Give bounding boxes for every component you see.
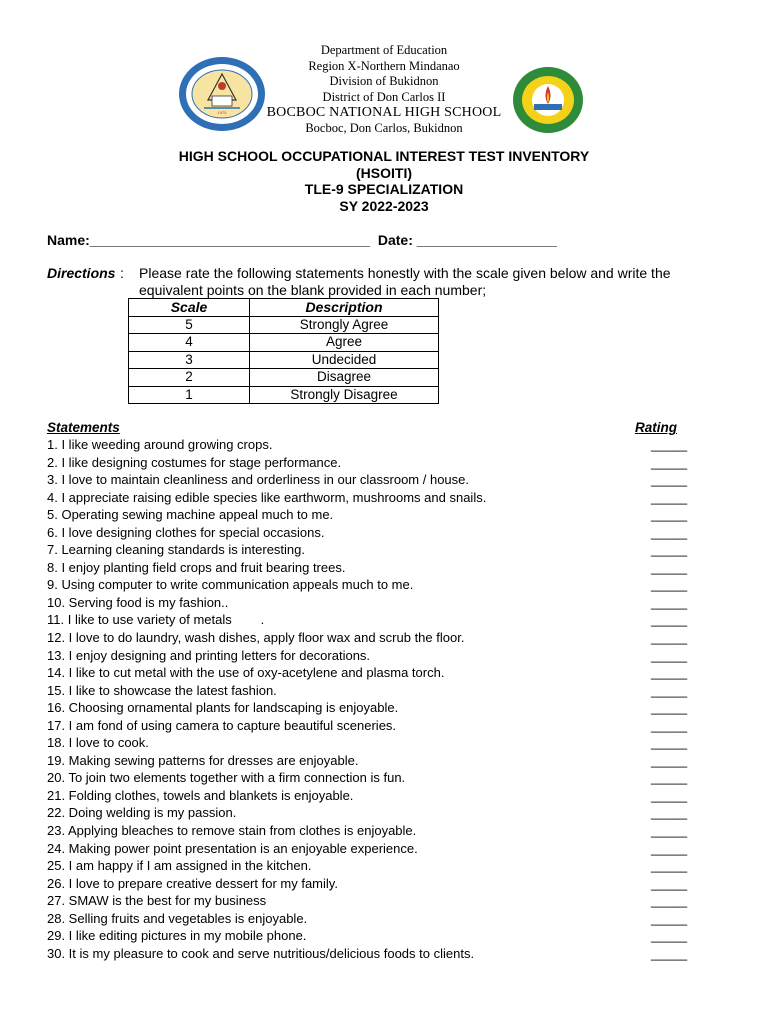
list-item xyxy=(47,454,687,472)
district-line: District of Don Carlos II xyxy=(322,89,446,104)
statement-text: 7. Learning cleaning standards is interesting. xyxy=(47,542,305,558)
title-line-1: HIGH SCHOOL OCCUPATIONAL INTEREST TEST INVENTORY xyxy=(178,148,590,164)
rating-blank[interactable]: _____ xyxy=(651,507,688,523)
rating-blank[interactable]: _____ xyxy=(651,612,688,628)
rating-blank[interactable]: _____ xyxy=(651,577,688,593)
list-item xyxy=(47,471,687,489)
list-item xyxy=(47,910,687,928)
directions-text: Please rate the following statements honestly with the scale given below and write the equivalent points on the blank provided in each number; xyxy=(139,265,671,298)
statement-text: 27. SMAW is the best for my business xyxy=(47,893,267,909)
rating-blank[interactable]: _____ xyxy=(651,823,688,839)
statement-text: 16. Choosing ornamental plants for landscaping is enjoyable. xyxy=(47,700,399,716)
table-row xyxy=(129,369,439,387)
scale-value: 1 xyxy=(129,386,250,404)
scale-description: Undecided xyxy=(250,351,439,369)
list-item xyxy=(47,559,687,577)
rating-blank[interactable]: _____ xyxy=(651,472,688,488)
rating-blank[interactable]: _____ xyxy=(651,559,688,575)
list-item xyxy=(47,787,687,805)
scale-description: Disagree xyxy=(250,369,439,387)
list-item xyxy=(47,945,687,963)
list-item xyxy=(47,506,687,524)
statement-text: 18. I love to cook. xyxy=(47,735,149,751)
list-item xyxy=(47,717,687,735)
statement-text: 3. I love to maintain cleanliness and orderliness in our classroom / house. xyxy=(47,472,469,488)
list-item xyxy=(47,752,687,770)
scale-description: Agree xyxy=(250,334,439,352)
document-title xyxy=(0,148,768,214)
division-line: Division of Bukidnon xyxy=(329,74,439,88)
list-item xyxy=(47,611,687,629)
list-item xyxy=(47,699,687,717)
scale-value: 5 xyxy=(129,316,250,334)
table-row xyxy=(129,386,439,404)
list-item xyxy=(47,682,687,700)
rating-blank[interactable]: _____ xyxy=(651,665,688,681)
statement-text: 25. I am happy if I am assigned in the kitchen. xyxy=(47,858,312,874)
letterhead xyxy=(0,43,768,137)
rating-blank[interactable]: _____ xyxy=(651,717,688,733)
scale-table xyxy=(128,298,439,404)
directions-label: Directions xyxy=(47,265,116,281)
statement-text: 19. Making sewing patterns for dresses are enjoyable. xyxy=(47,752,359,768)
statement-text: 9. Using computer to write communication appeals much to me. xyxy=(47,577,414,593)
rating-blank[interactable]: _____ xyxy=(651,858,688,874)
statement-text: 6. I love designing clothes for special occasions. xyxy=(47,524,325,540)
description-header: Description xyxy=(250,299,439,317)
scale-value: 4 xyxy=(129,334,250,352)
list-item xyxy=(47,734,687,752)
list-item xyxy=(47,647,687,665)
list-item xyxy=(47,892,687,910)
school-address: Bocboc, Don Carlos, Bukidnon xyxy=(305,121,463,135)
statement-text: 17. I am fond of using camera to capture beautiful sceneries. xyxy=(47,717,397,733)
rating-blank[interactable]: _____ xyxy=(651,489,688,505)
statement-text: 13. I enjoy designing and printing letters for decorations. xyxy=(47,647,371,663)
scale-table-header xyxy=(129,299,439,317)
statement-text: 11. I like to use variety of metals . xyxy=(47,612,265,628)
list-item xyxy=(47,576,687,594)
statement-text: 28. Selling fruits and vegetables is enjoyable. xyxy=(47,910,308,926)
region-line: Region X-Northern Mindanao xyxy=(308,58,460,73)
list-item xyxy=(47,927,687,945)
rating-blank[interactable]: _____ xyxy=(651,910,688,926)
statement-text: 8. I enjoy planting field crops and fruit bearing trees. xyxy=(47,559,346,575)
rating-blank[interactable]: _____ xyxy=(651,875,688,891)
rating-blank[interactable]: _____ xyxy=(651,594,688,610)
rating-blank[interactable]: _____ xyxy=(651,805,688,821)
list-item xyxy=(47,524,687,542)
statements-list xyxy=(47,436,687,962)
rating-blank[interactable]: _____ xyxy=(651,893,688,909)
statement-text: 29. I like editing pictures in my mobile phone. xyxy=(47,928,307,944)
svg-text:1975: 1975 xyxy=(217,110,227,115)
scale-value: 3 xyxy=(129,351,250,369)
list-item xyxy=(47,664,687,682)
table-row xyxy=(129,351,439,369)
rating-header: Rating xyxy=(635,420,677,435)
statement-text: 4. I appreciate raising edible species like earthworm, mushrooms and snails. xyxy=(47,489,487,505)
district-seal-logo xyxy=(512,66,584,134)
list-item xyxy=(47,489,687,507)
list-item xyxy=(47,769,687,787)
scale-description: Strongly Disagree xyxy=(250,386,439,404)
department-line: Department of Education xyxy=(320,43,448,57)
school-seal-logo xyxy=(178,56,266,132)
rating-blank[interactable]: _____ xyxy=(651,840,688,856)
school-name: BOCBOC NATIONAL HIGH SCHOOL xyxy=(266,105,502,120)
list-item xyxy=(47,541,687,559)
rating-blank[interactable]: _____ xyxy=(651,524,688,540)
name-date-field[interactable]: Name:____________________________________ Date: __________________ xyxy=(47,232,557,248)
rating-blank[interactable]: _____ xyxy=(651,647,688,663)
statements-header: Statements xyxy=(47,420,120,435)
rating-blank[interactable]: _____ xyxy=(651,700,688,716)
statement-text: 23. Applying bleaches to remove stain from clothes is enjoyable. xyxy=(47,823,417,839)
rating-blank[interactable]: _____ xyxy=(651,770,688,786)
statement-text: 21. Folding clothes, towels and blankets is enjoyable. xyxy=(47,787,354,803)
rating-blank[interactable]: _____ xyxy=(651,735,688,751)
statement-text: 30. It is my pleasure to cook and serve nutritious/delicious foods to clients. xyxy=(47,945,475,961)
rating-blank[interactable]: _____ xyxy=(651,787,688,803)
scale-description: Strongly Agree xyxy=(250,316,439,334)
table-row xyxy=(129,334,439,352)
statement-text: 15. I like to showcase the latest fashion. xyxy=(47,682,277,698)
statement-text: 22. Doing welding is my passion. xyxy=(47,805,237,821)
title-line-2: (HSOITI) xyxy=(356,164,412,181)
list-item xyxy=(47,594,687,612)
statement-text: 1. I like weeding around growing crops. xyxy=(47,437,273,452)
list-item xyxy=(47,822,687,840)
rating-blank[interactable]: _____ xyxy=(651,682,688,698)
list-item xyxy=(47,804,687,822)
list-item xyxy=(47,629,687,647)
list-item xyxy=(47,875,687,893)
statement-text: 24. Making power point presentation is an enjoyable experience. xyxy=(47,840,418,856)
list-item xyxy=(47,436,687,454)
rating-blank[interactable]: _____ xyxy=(651,752,688,768)
table-row xyxy=(129,316,439,334)
statement-text: 12. I love to do laundry, wash dishes, apply floor wax and scrub the floor. xyxy=(47,630,465,646)
list-item xyxy=(47,857,687,875)
rating-blank[interactable]: _____ xyxy=(651,630,688,646)
rating-blank[interactable]: _____ xyxy=(651,437,688,452)
title-line-4: SY 2022-2023 xyxy=(339,197,429,214)
directions-colon: : xyxy=(120,265,124,281)
scale-value: 2 xyxy=(129,369,250,387)
statement-text: 10. Serving food is my fashion.. xyxy=(47,594,229,610)
statement-text: 5. Operating sewing machine appeal much to me. xyxy=(47,507,334,523)
rating-blank[interactable]: _____ xyxy=(651,542,688,558)
statement-text: 14. I like to cut metal with the use of oxy-acetylene and plasma torch. xyxy=(47,665,445,681)
title-line-3: TLE-9 SPECIALIZATION xyxy=(304,181,464,197)
statement-text: 2. I like designing costumes for stage performance. xyxy=(47,454,342,470)
statement-text: 26. I love to prepare creative dessert for my family. xyxy=(47,875,338,891)
scale-header: Scale xyxy=(129,299,250,317)
list-item xyxy=(47,840,687,858)
rating-blank[interactable]: _____ xyxy=(651,454,688,470)
rating-blank[interactable]: _____ xyxy=(651,945,688,961)
statement-text: 20. To join two elements together with a firm connection is fun. xyxy=(47,770,406,786)
rating-blank[interactable]: _____ xyxy=(651,928,688,944)
